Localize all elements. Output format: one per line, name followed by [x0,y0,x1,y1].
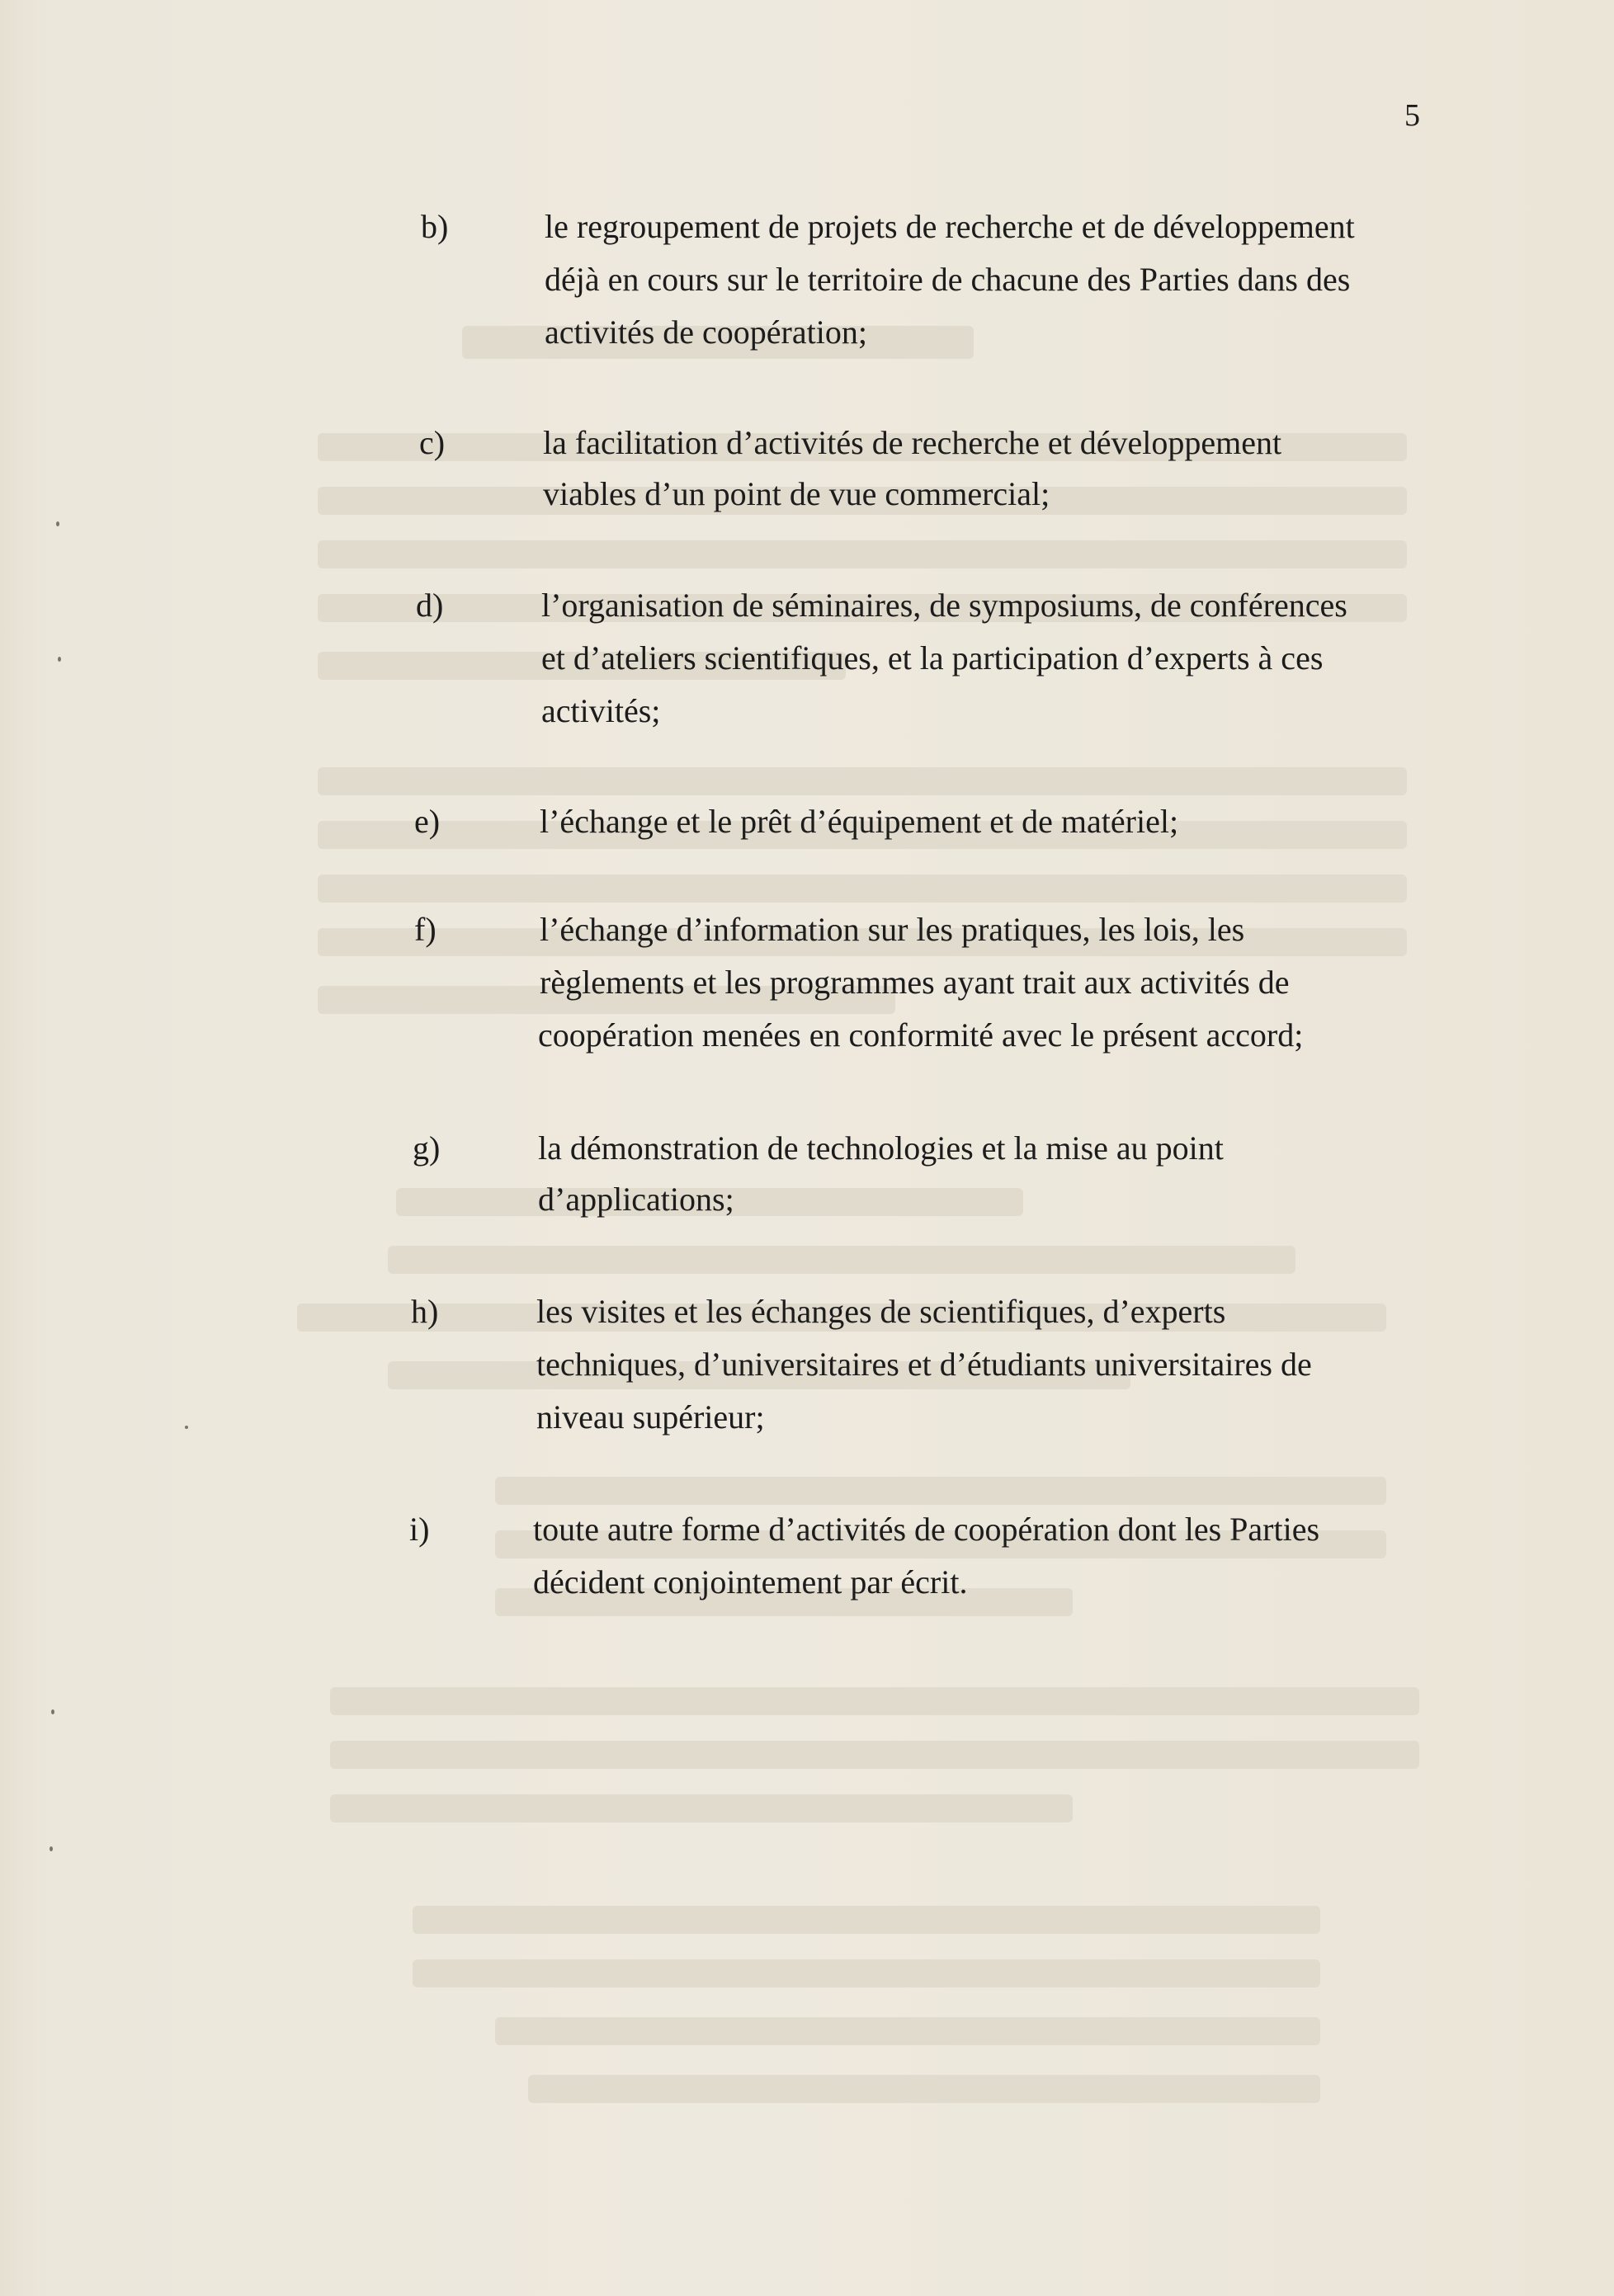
list-item-label: d) [416,587,444,624]
paper-speck [51,1709,54,1714]
list-item-label: g) [413,1129,441,1167]
list-item-text-line: l’organisation de séminaires, de symposiums, de conférences [541,587,1347,624]
list-item-text-line: les visites et les échanges de scientifiques, d’experts [536,1293,1226,1330]
list-item-text-line: règlements et les programmes ayant trait aux activités de [540,964,1290,1001]
list-item-text-line: viables d’un point de vue commercial; [543,475,1050,512]
paper-speck [185,1426,188,1429]
list-item-text-line: déjà en cours sur le territoire de chacune des Parties dans des [545,261,1351,298]
list-item-text-line: activités de coopération; [545,314,867,351]
list-item-text-line: d’applications; [538,1181,734,1218]
list-item-text-line: techniques, d’universitaires et d’étudiants universitaires de [536,1346,1312,1383]
list-item-text-line: la démonstration de technologies et la mise au point [538,1129,1224,1167]
list-item-label: f) [414,911,437,948]
list-item-label: e) [414,803,441,840]
list-item-text-line: toute autre forme d’activités de coopération dont les Parties [533,1511,1320,1548]
paper-speck [56,521,59,526]
list-item-text-line: l’échange et le prêt d’équipement et de matériel; [540,803,1179,840]
list-item-text-line: niveau supérieur; [536,1398,765,1436]
list-item-text-line: activités; [541,692,661,729]
list-item-text-line: l’échange d’information sur les pratiques, les lois, les [540,911,1245,948]
list-item-label: i) [409,1511,430,1548]
list-item-text-line: décident conjointement par écrit. [533,1563,968,1601]
paper-speck [50,1846,53,1851]
page-number: 5 [1404,98,1420,133]
list-item-label: h) [411,1293,439,1330]
paper-speck [58,657,61,662]
list-item-label: c) [419,424,446,461]
list-item-text-line: et d’ateliers scientifiques, et la participation d’experts à ces [541,639,1324,677]
list-item-label: b) [421,208,449,245]
list-item-text-line: la facilitation d’activités de recherche et développement [543,424,1282,461]
list-item-text-line: coopération menées en conformité avec le présent accord; [538,1016,1304,1054]
list-item-text-line: le regroupement de projets de recherche et de développement [545,208,1355,245]
